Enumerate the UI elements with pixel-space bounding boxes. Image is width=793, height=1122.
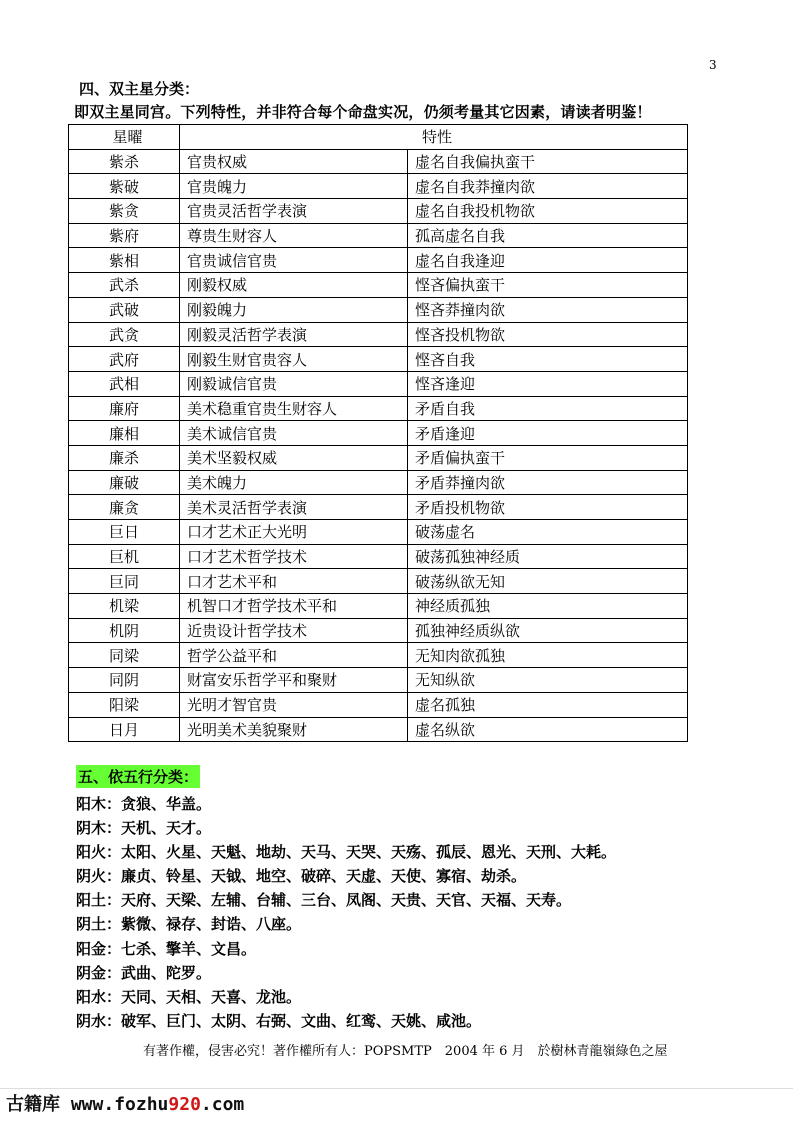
table-row [69,297,688,322]
table-row [69,717,688,742]
star-cell: 巨日 [69,520,180,545]
table-row [69,421,688,446]
element-line: 阳水：天同、天相、天喜、龙池。 [76,987,302,1006]
trait-positive-cell: 官贵诚信官贵 [180,248,408,273]
trait-positive-cell: 尊贵生财容人 [180,223,408,248]
trait-negative-cell: 矛盾逢迎 [408,421,688,446]
table-row [69,643,688,668]
trait-positive-cell: 哲学公益平和 [180,643,408,668]
trait-positive-cell: 美术诚信官贵 [180,421,408,446]
trait-negative-cell: 悭吝逢迎 [408,371,688,396]
star-cell: 紫贪 [69,199,180,224]
table-row [69,544,688,569]
star-cell: 紫府 [69,223,180,248]
trait-positive-cell: 美术灵活哲学表演 [180,495,408,520]
star-cell: 廉府 [69,396,180,421]
section-5-heading: 五、依五行分类： [76,765,200,788]
trait-negative-cell: 虚名自我逢迎 [408,248,688,273]
section-4-note: 即双主星同宫。下列特性，并非符合每个命盘实况，仍须考量其它因素，请读者明鉴！ [74,103,652,121]
table-row [69,322,688,347]
table-row [69,149,688,174]
watermark-url-number: 920 [168,1094,201,1115]
trait-negative-cell: 孤高虚名自我 [408,223,688,248]
trait-positive-cell: 近贵设计哲学技术 [180,618,408,643]
table-row [69,569,688,594]
trait-positive-cell: 官贵权威 [180,149,408,174]
trait-positive-cell: 刚毅魄力 [180,297,408,322]
star-cell: 阳梁 [69,692,180,717]
trait-positive-cell: 官贵魄力 [180,174,408,199]
watermark-url-prefix: www.fozhu [70,1094,169,1115]
trait-negative-cell: 虚名自我莽撞肉欲 [408,174,688,199]
trait-negative-cell: 悭吝自我 [408,347,688,372]
star-cell: 武相 [69,371,180,396]
page-number: 3 [709,58,717,72]
table-header-row [69,125,688,150]
element-line: 阳金：七杀、擎羊、文昌。 [76,939,257,958]
table-row [69,371,688,396]
trait-negative-cell: 矛盾投机物欲 [408,495,688,520]
trait-negative-cell: 悭吝偏执蛮干 [408,273,688,298]
table-row [69,470,688,495]
trait-positive-cell: 刚毅灵活哲学表演 [180,322,408,347]
table-row [69,273,688,298]
table-row [69,520,688,545]
star-cell: 日月 [69,717,180,742]
table-row [69,594,688,619]
table-row [69,223,688,248]
watermark-divider [0,1088,793,1089]
trait-positive-cell: 刚毅权威 [180,273,408,298]
trait-negative-cell: 矛盾自我 [408,396,688,421]
watermark-url-suffix: .com [200,1094,245,1115]
table-row [69,692,688,717]
element-line: 阴水：破军、巨门、太阴、右弼、文曲、红鸾、天姚、咸池。 [76,1011,482,1030]
element-line: 阴金：武曲、陀罗。 [76,963,212,982]
star-cell: 机梁 [69,594,180,619]
trait-positive-cell: 财富安乐哲学平和聚财 [180,668,408,693]
trait-negative-cell: 虚名孤独 [408,692,688,717]
table-body [69,149,688,742]
star-cell: 武破 [69,297,180,322]
element-line: 阳土：天府、天梁、左辅、台辅、三台、凤阁、天贵、天官、天福、天寿。 [76,891,572,910]
star-cell: 廉相 [69,421,180,446]
trait-positive-cell: 光明才智官贵 [180,692,408,717]
trait-negative-cell: 破荡虚名 [408,520,688,545]
trait-positive-cell: 美术坚毅权威 [180,445,408,470]
trait-negative-cell: 虚名纵欲 [408,717,688,742]
section-4-heading: 四、双主星分类： [79,80,200,98]
trait-positive-cell: 官贵灵活哲学表演 [180,199,408,224]
trait-positive-cell: 美术魄力 [180,470,408,495]
table-row [69,347,688,372]
table-row [69,174,688,199]
element-line: 阴土：紫微、禄存、封诰、八座。 [76,915,302,934]
table-row [69,248,688,273]
table-row [69,495,688,520]
trait-positive-cell: 口才艺术平和 [180,569,408,594]
star-cell: 同阴 [69,668,180,693]
trait-negative-cell: 悭吝投机物欲 [408,322,688,347]
star-cell: 廉贪 [69,495,180,520]
trait-negative-cell: 无知纵欲 [408,668,688,693]
table-row [69,396,688,421]
star-cell: 巨同 [69,569,180,594]
trait-positive-cell: 口才艺术正大光明 [180,520,408,545]
trait-negative-cell: 矛盾偏执蛮干 [408,445,688,470]
copyright-footer: 有著作權，侵害必究！著作權所有人：POPSMTP 2004 年 6 月 於樹林青龍嶺綠色之屋 [143,1044,668,1059]
watermark [6,1090,244,1116]
star-cell: 廉杀 [69,445,180,470]
trait-positive-cell: 刚毅诚信官贵 [180,371,408,396]
trait-negative-cell: 矛盾莽撞肉欲 [408,470,688,495]
star-cell: 巨机 [69,544,180,569]
trait-negative-cell: 破荡孤独神经质 [408,544,688,569]
watermark-site-name: 古籍库 [6,1094,60,1115]
trait-positive-cell: 刚毅生财官贵容人 [180,347,408,372]
element-line: 阳木：贪狼、华盖。 [76,795,212,813]
table-row [69,445,688,470]
trait-positive-cell: 美术稳重官贵生财容人 [180,396,408,421]
table-row [69,618,688,643]
star-cell: 武府 [69,347,180,372]
trait-negative-cell: 虚名自我投机物欲 [408,199,688,224]
trait-negative-cell: 破荡纵欲无知 [408,569,688,594]
header-star: 星曜 [69,125,180,150]
trait-negative-cell: 无知肉欲孤独 [408,643,688,668]
element-line: 阳火：太阳、火星、天魁、地劫、天马、天哭、天殇、孤辰、恩光、天刑、大耗。 [76,843,617,862]
trait-positive-cell: 机智口才哲学技术平和 [180,594,408,619]
star-cell: 武贪 [69,322,180,347]
star-cell: 廉破 [69,470,180,495]
star-cell: 紫杀 [69,149,180,174]
trait-negative-cell: 悭吝莽撞肉欲 [408,297,688,322]
star-cell: 武杀 [69,273,180,298]
star-cell: 紫相 [69,248,180,273]
five-elements-list [76,792,616,1033]
element-line: 阴木：天机、天才。 [76,819,212,838]
star-cell: 机阴 [69,618,180,643]
trait-negative-cell: 虚名自我偏执蛮干 [408,149,688,174]
star-cell: 同梁 [69,643,180,668]
star-cell: 紫破 [69,174,180,199]
trait-negative-cell: 孤独神经质纵欲 [408,618,688,643]
trait-positive-cell: 光明美术美貌聚财 [180,717,408,742]
trait-negative-cell: 神经质孤独 [408,594,688,619]
table-row [69,199,688,224]
trait-positive-cell: 口才艺术哲学技术 [180,544,408,569]
star-traits-table [68,124,688,742]
element-line: 阴火：廉贞、铃星、天钺、地空、破碎、天虚、天使、寡宿、劫杀。 [76,867,527,886]
table-row [69,668,688,693]
header-traits: 特性 [180,125,688,150]
